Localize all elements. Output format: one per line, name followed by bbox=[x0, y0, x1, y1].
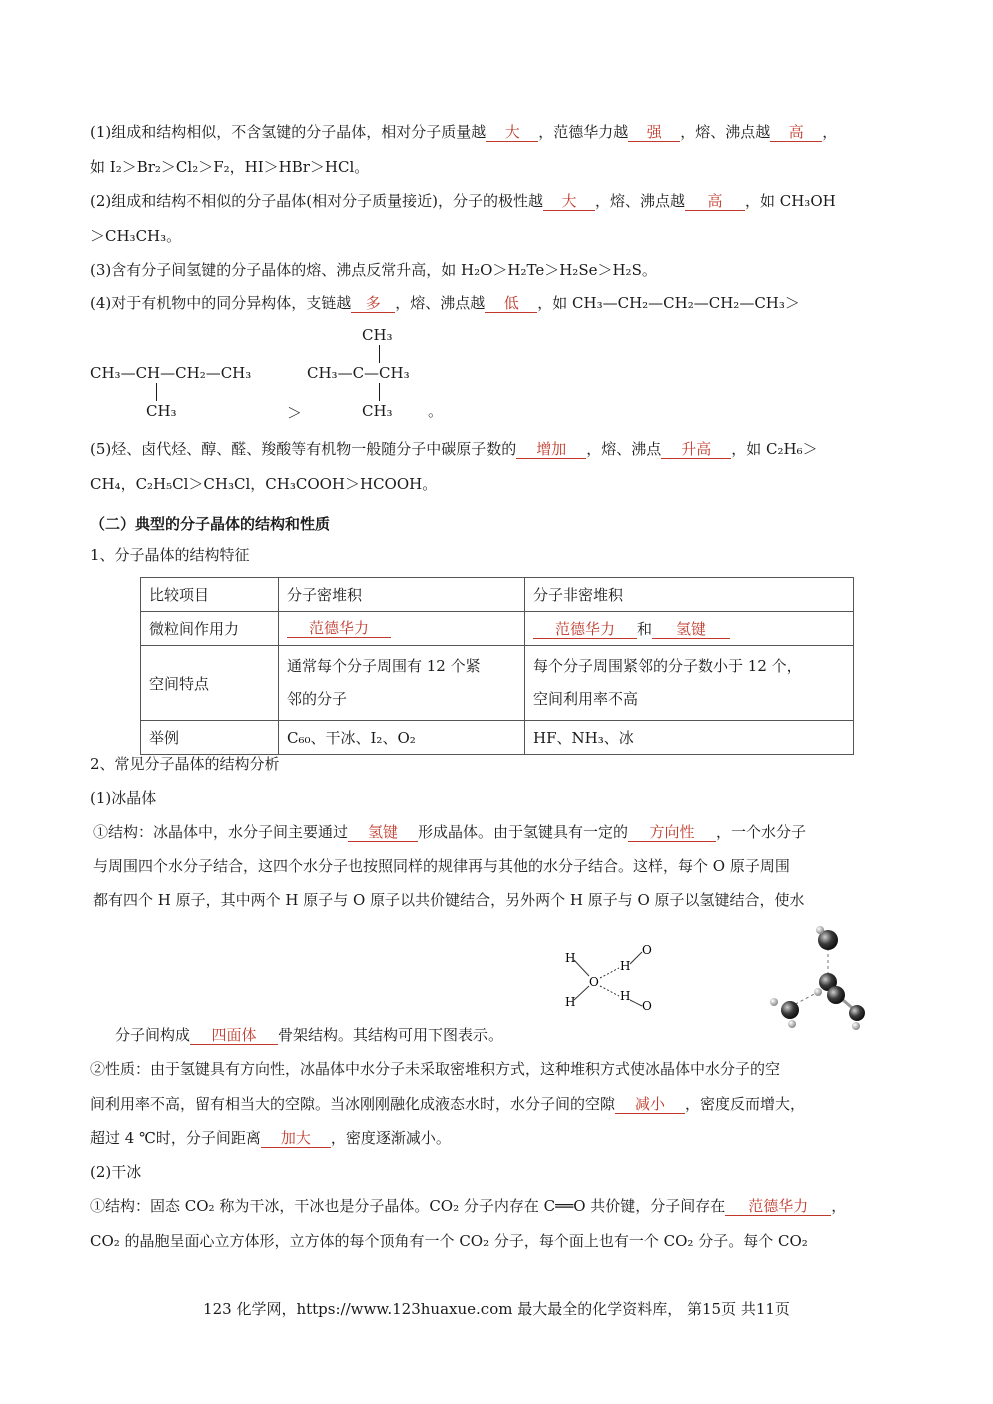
answer-blank: 大 bbox=[543, 192, 595, 211]
ice-text: ，密度反而增大， bbox=[685, 1095, 806, 1113]
answer-blank: 加大 bbox=[261, 1129, 331, 1148]
ice-property-line1: ②性质：由于氢键具有方向性，冰晶体中水分子未采取密堆积方式，这种堆积方式使冰晶体中水分子的空 bbox=[90, 1060, 781, 1078]
table-cell: C₆₀、干冰、I₂、O₂ bbox=[279, 721, 525, 755]
ice-text: 间利用率不高，留有相当大的空隙。当冰刚刚融化成液态水时，水分子间的空隙 bbox=[90, 1095, 616, 1113]
subheading-structure-features: 1、分子晶体的结构特征 bbox=[90, 546, 250, 564]
rule-4-text: (4)对于有机物中的同分异构体，支链越 bbox=[90, 294, 352, 312]
rule-4-text: ，熔、沸点越 bbox=[395, 294, 486, 312]
rule-5-text: ，如 C₂H₆＞ bbox=[731, 440, 818, 458]
answer-blank: 高 bbox=[685, 192, 745, 211]
dry-ice-text: ， bbox=[831, 1197, 847, 1215]
ice-property-line3 bbox=[90, 1128, 451, 1148]
table-cell bbox=[525, 646, 854, 721]
answer-blank: 大 bbox=[486, 123, 538, 142]
dry-ice-line2: CO₂ 的晶胞呈面心立方体形，立方体的每个顶角有一个 CO₂ 分子，每个面上也有一个 CO₂ 分子。每个 CO₂ bbox=[90, 1232, 808, 1250]
rule-4-text: ，如 CH₃—CH₂—CH₂—CH₂—CH₃＞ bbox=[537, 294, 800, 312]
rule-5-text: ，熔、沸点 bbox=[586, 440, 662, 458]
answer-blank: 范德华力 bbox=[287, 619, 391, 638]
rule-1-text: ，熔、沸点越 bbox=[680, 123, 771, 141]
comparison-table bbox=[140, 577, 854, 755]
isobutane-branch-bond bbox=[156, 383, 157, 401]
ice-text: ，密度逐渐减小。 bbox=[330, 1129, 451, 1147]
sentence-end: 。 bbox=[428, 402, 444, 420]
table-row bbox=[141, 578, 854, 612]
ice-title: (1)冰晶体 bbox=[90, 789, 157, 807]
atom-label-o: O bbox=[642, 999, 652, 1013]
table-cell: 微粒间作用力 bbox=[141, 612, 279, 646]
oxygen-atom bbox=[827, 986, 845, 1004]
answer-blank: 范德华力 bbox=[725, 1197, 831, 1216]
table-header-cell: 分子密堆积 bbox=[279, 578, 525, 612]
oxygen-atom bbox=[849, 1005, 865, 1021]
rule-2-text: (2)组成和结构不相似的分子晶体(相对分子质量接近)，分子的极性越 bbox=[90, 192, 543, 210]
ice-text: 分子间构成 bbox=[115, 1026, 191, 1044]
hydrogen-atom bbox=[770, 998, 778, 1006]
atom-label-o: O bbox=[642, 943, 652, 957]
answer-blank: 多 bbox=[351, 294, 395, 313]
answer-blank: 增加 bbox=[516, 440, 586, 459]
rule-1-text: (1)组成和结构相似，不含氢键的分子晶体，相对分子质量越 bbox=[90, 123, 487, 141]
rule-1-text: ， bbox=[822, 123, 838, 141]
rule-3: (3)含有分子间氢键的分子晶体的熔、沸点反常升高，如 H₂O＞H₂Te＞H₂Se＞H₂S。 bbox=[90, 261, 657, 279]
neopentane-bottom-bond bbox=[379, 383, 380, 401]
hydrogen-atom bbox=[816, 926, 824, 934]
hydrogen-bond bbox=[600, 968, 619, 978]
table-cell: 举例 bbox=[141, 721, 279, 755]
answer-blank: 氢键 bbox=[652, 620, 730, 639]
cell-line: 邻的分子 bbox=[287, 690, 348, 708]
cell-line: 空间利用率不高 bbox=[533, 690, 639, 708]
table-cell: 空间特点 bbox=[141, 646, 279, 721]
ice-structure-line4 bbox=[115, 1025, 503, 1045]
ice-text: 形成晶体。由于氢键具有一定的 bbox=[418, 823, 629, 841]
hydrogen-atom bbox=[788, 1020, 796, 1028]
table-header-cell: 分子非密堆积 bbox=[525, 578, 854, 612]
covalent-bond bbox=[630, 1000, 642, 1006]
table-row bbox=[141, 612, 854, 646]
rule-5-line2: CH₄，C₂H₅Cl＞CH₃Cl，CH₃COOH＞HCOOH。 bbox=[90, 475, 438, 493]
ice-structure-line2: 与周围四个水分子结合，这四个水分子也按照同样的规律再与其他的水分子结合。这样，每个 O 原子周围 bbox=[93, 857, 790, 875]
hydrogen-atom bbox=[852, 1022, 860, 1030]
answer-blank: 氢键 bbox=[348, 823, 418, 842]
atom-label-h: H bbox=[620, 989, 631, 1003]
dry-ice-title: (2)干冰 bbox=[90, 1163, 142, 1181]
answer-blank: 范德华力 bbox=[533, 620, 637, 639]
ice-structure-line3: 都有四个 H 原子，其中两个 H 原子与 O 原子以共价键结合，另外两个 H 原子与 O 原子以氢键结合，使水 bbox=[93, 891, 805, 909]
ice-text: ，一个水分子 bbox=[716, 823, 807, 841]
neopentane-top: CH₃ bbox=[362, 326, 393, 344]
atom-label-h: H bbox=[565, 951, 576, 965]
table-header-cell: 比较项目 bbox=[141, 578, 279, 612]
answer-blank: 方向性 bbox=[628, 823, 716, 842]
page-footer: 123 化学网，https://www.123huaxue.com 最大最全的化学资料库， 第15页 共11页 bbox=[203, 1300, 790, 1318]
table-row bbox=[141, 646, 854, 721]
table-cell bbox=[279, 612, 525, 646]
conjunction: 和 bbox=[637, 620, 653, 638]
hydrogen-atom bbox=[814, 988, 822, 996]
ice-text: 超过 4 ℃时，分子间距离 bbox=[90, 1129, 261, 1147]
rule-2-line2: ＞CH₃CH₃。 bbox=[90, 227, 182, 245]
rule-2-line1 bbox=[90, 191, 836, 211]
neopentane-top-bond bbox=[379, 345, 380, 363]
dry-ice-line1 bbox=[90, 1196, 846, 1216]
rule-2-text: ，如 CH₃OH bbox=[744, 192, 836, 210]
atom-label-h: H bbox=[565, 995, 576, 1009]
atom-label-o: O bbox=[589, 975, 599, 989]
rule-5-line1 bbox=[90, 439, 818, 459]
answer-blank: 四面体 bbox=[190, 1026, 278, 1045]
rule-1-text: ，范德华力越 bbox=[538, 123, 629, 141]
covalent-bond bbox=[630, 952, 642, 964]
hydrogen-bond bbox=[600, 986, 619, 996]
section-heading: （二）典型的分子晶体的结构和性质 bbox=[90, 515, 331, 533]
ice-text: 骨架结构。其结构可用下图表示。 bbox=[278, 1026, 504, 1044]
isobutane-main-chain: CH₃—CH—CH₂—CH₃ bbox=[90, 364, 252, 382]
ice-text: ①结构：冰晶体中，水分子间主要通过 bbox=[93, 823, 349, 841]
answer-blank: 高 bbox=[770, 123, 822, 142]
covalent-bond bbox=[574, 960, 589, 976]
cell-line: 每个分子周围紧邻的分子数小于 12 个， bbox=[533, 657, 802, 675]
table-cell bbox=[525, 612, 854, 646]
neopentane-main: CH₃—C—CH₃ bbox=[307, 364, 410, 382]
answer-blank: 低 bbox=[485, 294, 537, 313]
oxygen-atom bbox=[781, 1001, 799, 1019]
cell-line: 通常每个分子周围有 12 个紧 bbox=[287, 657, 481, 675]
rule-1-example: 如 I₂＞Br₂＞Cl₂＞F₂，HI＞HBr＞HCl。 bbox=[90, 158, 370, 176]
rule-1-line1 bbox=[90, 122, 837, 142]
answer-blank: 减小 bbox=[615, 1095, 685, 1114]
table-cell bbox=[279, 646, 525, 721]
hydrogen-bond-diagram bbox=[555, 938, 665, 1018]
covalent-bond bbox=[574, 986, 589, 1000]
tetrahedral-ball-model bbox=[760, 920, 875, 1035]
answer-blank: 升高 bbox=[661, 440, 731, 459]
rule-4-line1 bbox=[90, 293, 800, 313]
table-cell: HF、NH₃、冰 bbox=[525, 721, 854, 755]
rule-2-text: ，熔、沸点越 bbox=[594, 192, 685, 210]
ice-property-line2 bbox=[90, 1094, 805, 1114]
dry-ice-text: ①结构：固态 CO₂ 称为干冰，干冰也是分子晶体。CO₂ 分子内存在 C══O 共价键，分子间存在 bbox=[90, 1197, 726, 1215]
subheading-structure-analysis: 2、常见分子晶体的结构分析 bbox=[90, 755, 280, 773]
table-row bbox=[141, 721, 854, 755]
rule-5-text: (5)烃、卤代烃、醇、醛、羧酸等有机物一般随分子中碳原子数的 bbox=[90, 440, 517, 458]
greater-than-sign: ＞ bbox=[287, 404, 303, 422]
neopentane-bottom: CH₃ bbox=[362, 402, 393, 420]
ice-structure-line1 bbox=[93, 822, 806, 842]
answer-blank: 强 bbox=[628, 123, 680, 142]
isobutane-branch: CH₃ bbox=[146, 402, 177, 420]
atom-label-h: H bbox=[620, 959, 631, 973]
